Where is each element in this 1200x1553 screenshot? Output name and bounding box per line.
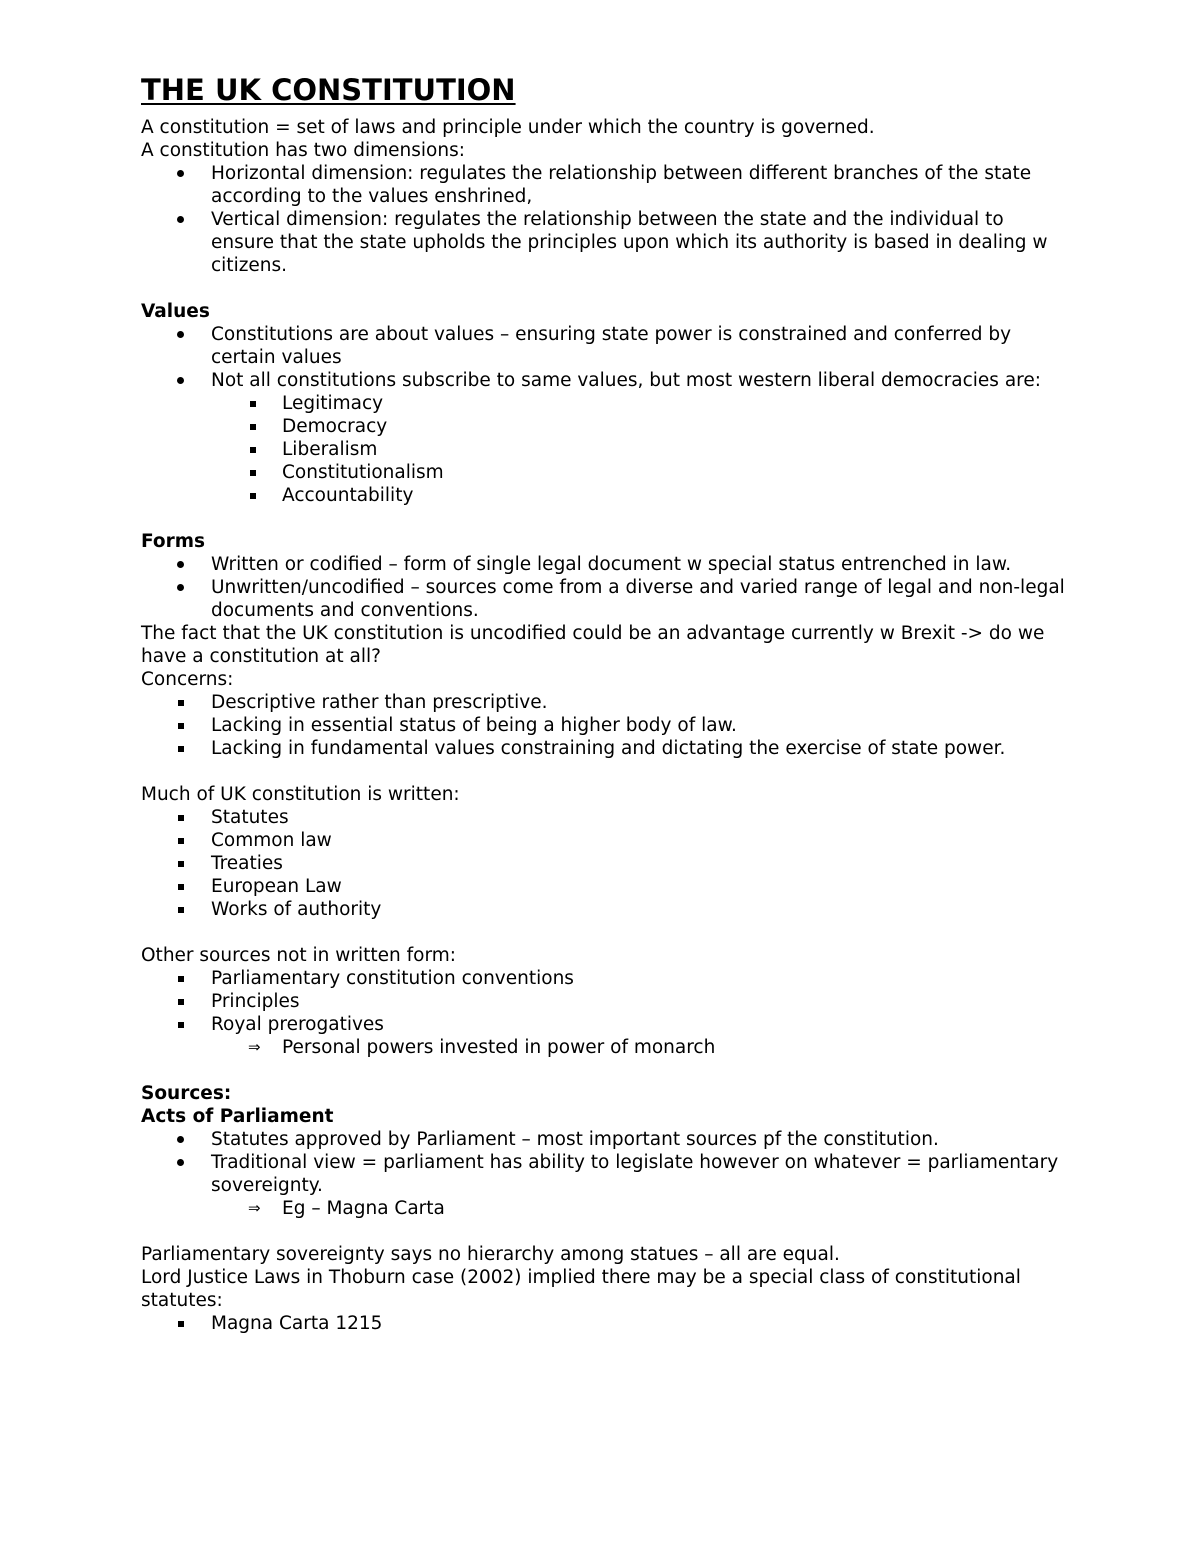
square-bullet-icon: [178, 884, 184, 890]
other-sources-label: Other sources not in written form:: [141, 945, 457, 966]
acts-sublist: [141, 1197, 1071, 1220]
bullet-icon: [177, 216, 184, 223]
list-item: Constitutionalism: [141, 461, 1071, 484]
list-item: Lacking in essential status of being a higher body of law.: [141, 714, 1071, 737]
intro-dimensions: A constitution has two dimensions:: [141, 140, 465, 161]
values-sublist: [141, 392, 1071, 507]
square-bullet-icon: [250, 470, 256, 476]
forms-heading: Forms: [141, 531, 206, 552]
constitutional-statutes-list: [141, 1312, 1071, 1335]
list-item: Treaties: [141, 852, 1071, 875]
square-bullet-icon: [178, 861, 184, 867]
bullet-icon: [177, 1159, 184, 1166]
list-item: Lacking in fundamental values constraining and dictating the exercise of state power.: [141, 737, 1071, 760]
bullet-icon: [177, 584, 184, 591]
square-bullet-icon: [250, 424, 256, 430]
written-label: Much of UK constitution is written:: [141, 784, 460, 805]
list-item: Parliamentary constitution conventions: [141, 967, 1071, 990]
list-item: Works of authority: [141, 898, 1071, 921]
list-item: Common law: [141, 829, 1071, 852]
list-item: ⇒ Eg – Magna Carta: [248, 1198, 445, 1219]
forms-list: [141, 553, 1071, 622]
list-item: Not all constitutions subscribe to same values, but most western liberal democracies are:: [141, 369, 1071, 392]
concerns-list: [141, 691, 1071, 760]
list-item: Royal prerogatives: [141, 1013, 1071, 1036]
square-bullet-icon: [178, 746, 184, 752]
list-item: Magna Carta 1215: [141, 1312, 1071, 1335]
acts-list: [141, 1128, 1071, 1197]
list-item: Principles: [141, 990, 1071, 1013]
list-item: Liberalism: [141, 438, 1071, 461]
list-item: Unwritten/uncodified – sources come from a diverse and varied range of legal and non-legal documents and conventions.: [141, 576, 1071, 622]
written-list: [141, 806, 1071, 921]
thoburn-line: Lord Justice Laws in Thoburn case (2002) implied there may be a special class of constitutional statutes:: [141, 1267, 1021, 1311]
square-bullet-icon: [178, 976, 184, 982]
list-item: Traditional view = parliament has ability to legislate however on whatever = parliamentary sovereignty.: [141, 1151, 1071, 1197]
sovereignty-line: Parliamentary sovereignty says no hierarchy among statues – all are equal.: [141, 1244, 840, 1265]
document-page: [141, 72, 1071, 1335]
square-bullet-icon: [178, 999, 184, 1005]
other-sources-sublist: [141, 1036, 1071, 1059]
other-sources-list: [141, 967, 1071, 1036]
list-item: Democracy: [141, 415, 1071, 438]
list-item: Accountability: [141, 484, 1071, 507]
intro-definition: A constitution = set of laws and principle under which the country is governed.: [141, 117, 875, 138]
dimensions-list: [141, 162, 1071, 277]
list-item: Vertical dimension: regulates the relationship between the state and the individual to ensure that the state upholds the principles upon which its authority is based in dealing w citizens.: [141, 208, 1071, 277]
square-bullet-icon: [250, 401, 256, 407]
bullet-icon: [177, 1136, 184, 1143]
square-bullet-icon: [178, 723, 184, 729]
values-heading: Values: [141, 301, 210, 322]
bullet-icon: [177, 377, 184, 384]
bullet-icon: [177, 561, 184, 568]
list-item: Constitutions are about values – ensuring state power is constrained and conferred by certain values: [141, 323, 1071, 369]
page-title: THE UK CONSTITUTION: [141, 73, 516, 107]
list-item: Descriptive rather than prescriptive.: [141, 691, 1071, 714]
sources-heading: Sources:: [141, 1083, 232, 1104]
list-item: Written or codified – form of single legal document w special status entrenched in law.: [141, 553, 1071, 576]
bullet-icon: [177, 170, 184, 177]
list-item: Statutes approved by Parliament – most important sources pf the constitution.: [141, 1128, 1071, 1151]
acts-of-parliament-heading: Acts of Parliament: [141, 1106, 334, 1127]
list-item: Legitimacy: [141, 392, 1071, 415]
brexit-line: The fact that the UK constitution is uncodified could be an advantage currently w Brexit -> do we have a constitution at all?: [141, 623, 1045, 667]
bullet-icon: [177, 331, 184, 338]
list-item: European Law: [141, 875, 1071, 898]
square-bullet-icon: [178, 815, 184, 821]
square-bullet-icon: [178, 907, 184, 913]
list-item: Horizontal dimension: regulates the relationship between different branches of the state according to the values enshrined,: [141, 162, 1071, 208]
list-item: Statutes: [141, 806, 1071, 829]
list-item: ⇒ Personal powers invested in power of monarch: [248, 1037, 716, 1058]
double-arrow-icon: ⇒: [248, 1038, 261, 1056]
square-bullet-icon: [250, 447, 256, 453]
square-bullet-icon: [178, 700, 184, 706]
values-list: [141, 323, 1071, 392]
square-bullet-icon: [178, 1022, 184, 1028]
concerns-label: Concerns:: [141, 669, 234, 690]
square-bullet-icon: [178, 838, 184, 844]
double-arrow-icon: ⇒: [248, 1199, 261, 1217]
square-bullet-icon: [250, 493, 256, 499]
square-bullet-icon: [178, 1321, 184, 1327]
